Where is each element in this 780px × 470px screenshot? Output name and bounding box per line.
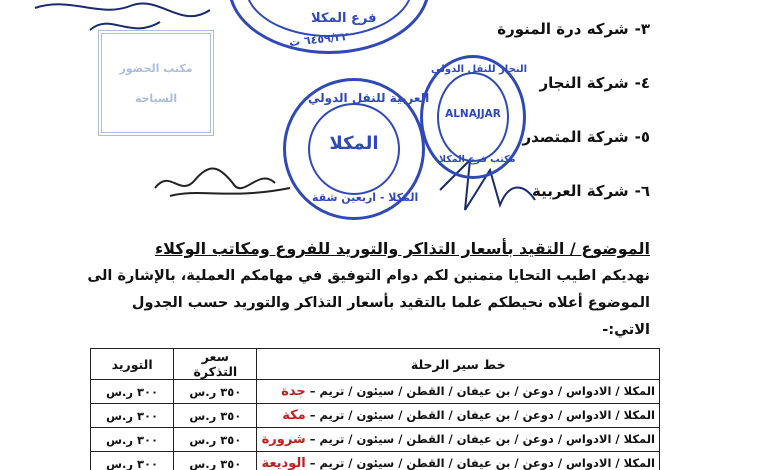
company-number: ٦-	[634, 182, 650, 200]
body-line-1: نهديكم اطيب التحايا متمنين لكم دوام التوفيق في مهامكم العملية، بالإشارة الى	[87, 268, 650, 284]
ticket-price-cell: ٣٥٠ ر.س	[174, 404, 257, 428]
rect-stamp-line1: مكتب الحضور	[119, 62, 193, 75]
supply-cell: ٣٠٠ ر.س	[91, 452, 174, 470]
company-name: شركة العربية	[532, 182, 629, 200]
najjar-stamp-center: ALNAJJAR	[445, 108, 501, 120]
company-item-6	[532, 182, 650, 200]
table-row	[91, 452, 660, 470]
destination: مكة	[282, 408, 306, 423]
najjar-stamp-ring-bottom: مكتب فرع المكلا	[439, 154, 516, 165]
fare-table	[90, 348, 660, 470]
route-text: المكلا / الادواس / دوعن / بن عيفان / القطن / سيئون / تريم –	[309, 384, 655, 398]
company-number: ٥-	[634, 128, 650, 146]
route-text: المكلا / الادواس / دوعن / بن عيفان / القطن / سيئون / تريم –	[309, 432, 655, 446]
destination: شرورة	[261, 432, 306, 447]
header-route: خط سير الرحلة	[257, 349, 660, 380]
arabia-stamp-bottom: المكلا - اربعين شقة	[312, 191, 419, 204]
najjar-company-stamp	[420, 55, 526, 179]
ticket-price-cell: ٣٥٠ ر.س	[174, 428, 257, 452]
destination: الوديعة	[261, 456, 306, 470]
company-item-4	[540, 74, 651, 92]
subject-line: الموضوع / التقيد بأسعار التذاكر والتوريد للفروع ومكاتب الوكلاء	[154, 239, 650, 258]
signature-left	[150, 158, 300, 208]
table-row	[91, 380, 660, 404]
branch-stamp-text: فرع المكلا	[311, 11, 377, 26]
route-text: المكلا / الادواس / دوعن / بن عيفان / القطن / سيئون / تريم –	[309, 408, 655, 422]
route-text: المكلا / الادواس / دوعن / بن عيفان / القطن / سيئون / تريم –	[309, 456, 655, 470]
ticket-price-cell: ٣٥٠ ر.س	[174, 380, 257, 404]
company-item-3	[497, 20, 650, 38]
arabia-company-stamp	[283, 78, 430, 220]
company-name: شركة النجار	[539, 74, 629, 92]
table-row	[91, 404, 660, 428]
header-ticket-price: سعر التذكرة	[174, 349, 257, 380]
najjar-stamp-ring-top: النجار للنقل الدولي	[431, 64, 528, 75]
company-name: شركه درة المنورة	[497, 20, 629, 38]
branch-stamp-top	[228, 0, 430, 54]
company-number: ٤-	[634, 74, 650, 92]
signature-top	[30, 0, 250, 60]
company-number: ٣-	[634, 20, 650, 38]
header-supply: التوريد	[91, 349, 174, 380]
destination: جدة	[281, 384, 306, 399]
route-cell	[257, 428, 660, 452]
supply-cell: ٣٠٠ ر.س	[91, 380, 174, 404]
route-cell	[257, 404, 660, 428]
supply-cell: ٣٠٠ ر.س	[91, 404, 174, 428]
body-line-3: الاتي:-	[602, 322, 650, 338]
body-line-2: الموضوع أعلاه نحيطكم علما بالتقيد بأسعار التذاكر والتوريد حسب الجدول	[131, 295, 650, 311]
branch-stamp-registration: ٦٤٥٩/٣٢ ت	[288, 29, 349, 50]
route-cell	[257, 380, 660, 404]
rect-stamp-line2: السياحة	[134, 92, 178, 105]
supply-cell: ٣٠٠ ر.س	[91, 428, 174, 452]
table-header-row	[91, 349, 660, 380]
table-row	[91, 428, 660, 452]
route-cell	[257, 452, 660, 470]
ticket-price-cell: ٣٥٠ ر.س	[174, 452, 257, 470]
company-item-5	[522, 128, 650, 146]
arabia-stamp-ring-text: العربية للنقل الدولي	[308, 91, 430, 105]
arabia-stamp-center: المكلا	[329, 133, 379, 154]
company-name: شركة المتصدر	[522, 128, 629, 146]
